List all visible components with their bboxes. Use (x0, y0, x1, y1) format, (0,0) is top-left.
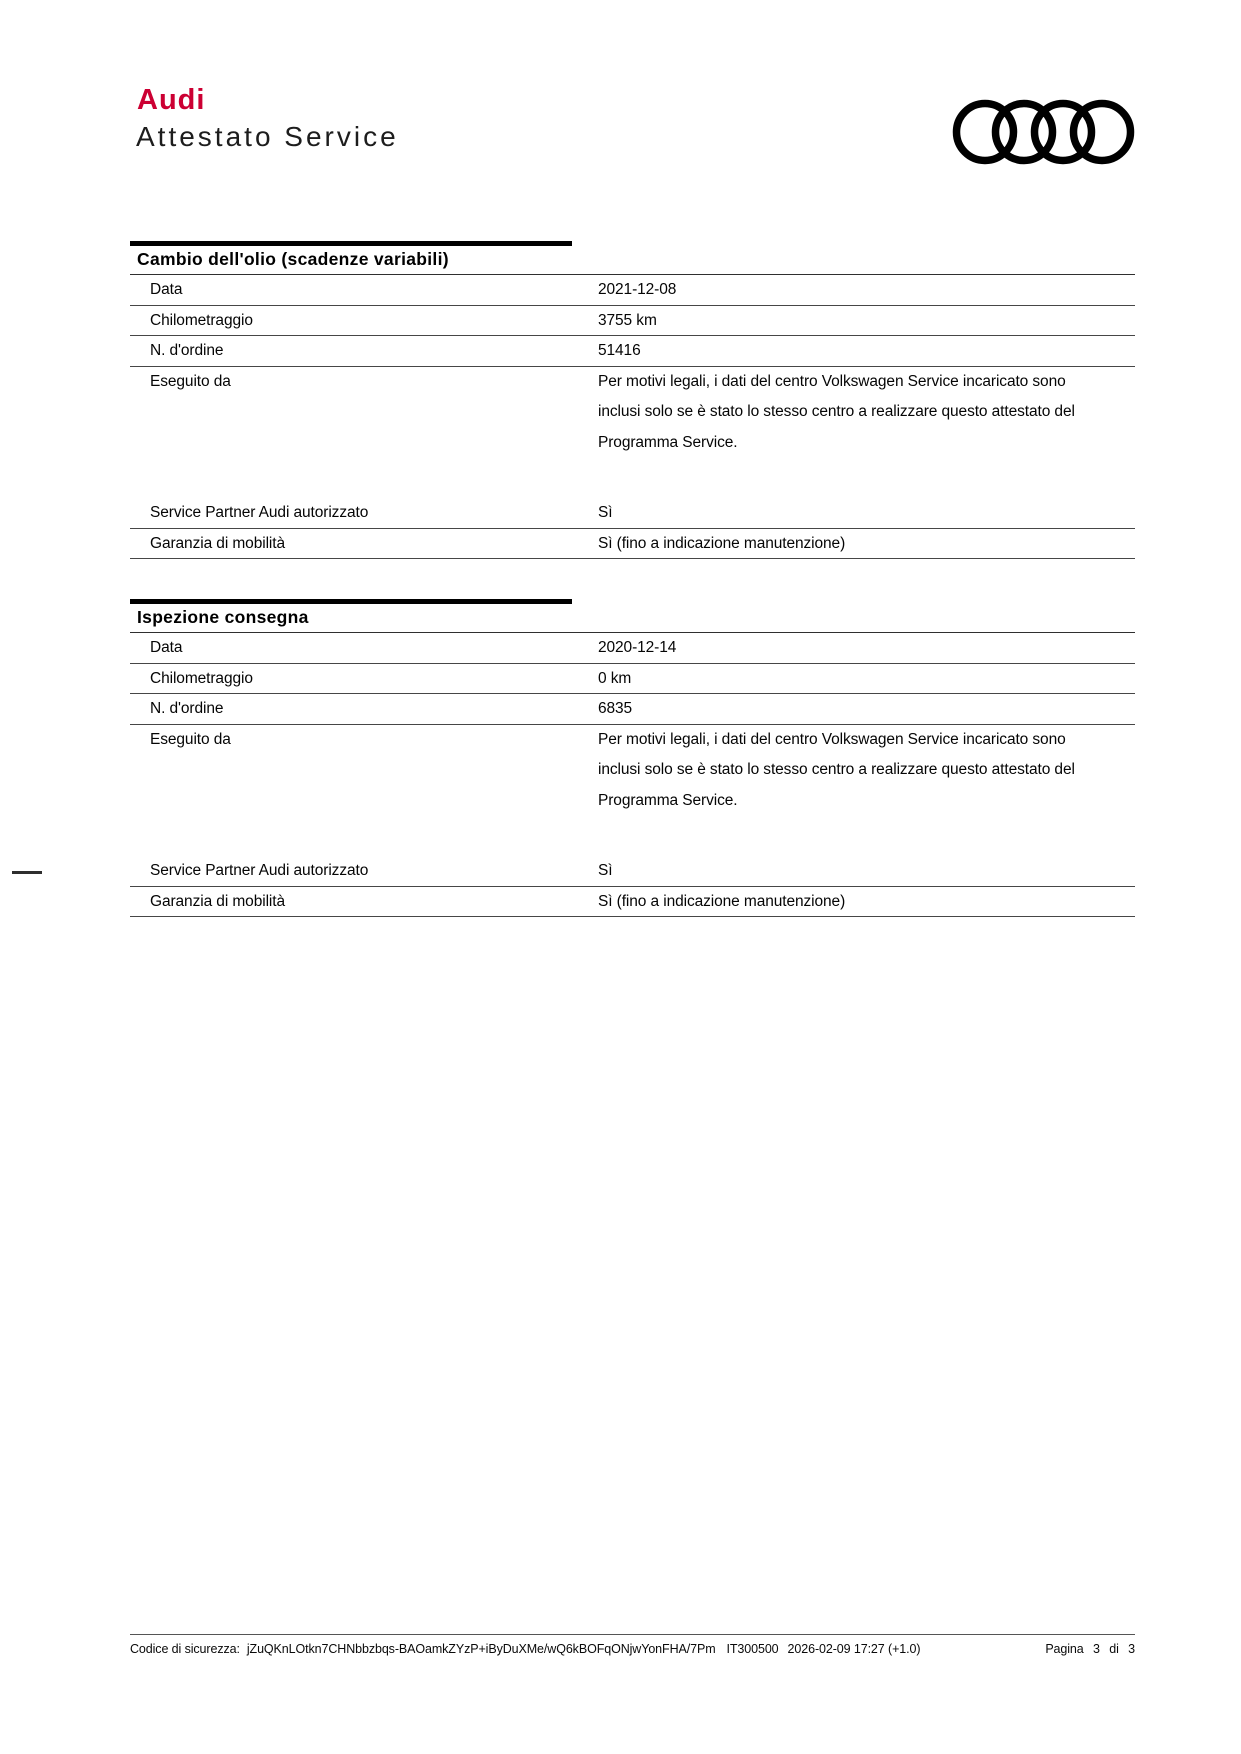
section-rows (130, 275, 1135, 559)
sections-container (130, 241, 1135, 917)
table-row (130, 633, 1135, 664)
brand-name: Audi (137, 84, 206, 116)
row-value: Per motivi legali, i dati del centro Volkswagen Service incaricato sono inclusi solo se è stato lo stesso centro a realizzare questo attestato del Programma Service. (598, 372, 1075, 451)
page-footer (130, 1634, 1135, 1656)
row-label: Chilometraggio (150, 669, 253, 687)
row-value: Sì (598, 504, 613, 522)
row-label: N. d'ordine (150, 342, 224, 360)
table-row (130, 367, 1135, 499)
service-section (130, 241, 1135, 559)
row-label: Garanzia di mobilità (150, 534, 285, 552)
audi-rings-icon (952, 99, 1136, 165)
security-code-value: jZuQKnLOtkn7CHNbbzbqs-BAOamkZYzP+iByDuXMe/wQ6kBOFqONjwYonFHA/7Pm (246, 1642, 716, 1656)
row-value: Per motivi legali, i dati del centro Volkswagen Service incaricato sono inclusi solo se è stato lo stesso centro a realizzare questo attestato del Programma Service. (598, 730, 1075, 809)
row-value: 51416 (598, 342, 641, 360)
row-value: 2020-12-14 (598, 639, 677, 657)
section-rows (130, 633, 1135, 917)
section-title: Cambio dell'olio (scadenze variabili) (130, 246, 1135, 275)
table-row (130, 275, 1135, 306)
section-title: Ispezione consegna (130, 604, 1135, 633)
table-row (130, 529, 1135, 560)
table-row (130, 306, 1135, 337)
row-label: Eseguito da (150, 730, 231, 748)
row-value: Sì (fino a indicazione manutenzione) (598, 534, 846, 552)
table-row (130, 725, 1135, 857)
row-label: Service Partner Audi autorizzato (150, 862, 369, 880)
page-title: Attestato Service (136, 121, 399, 152)
row-label: Garanzia di mobilità (150, 892, 285, 910)
fold-mark (12, 871, 42, 874)
row-value: Sì (fino a indicazione manutenzione) (598, 892, 846, 910)
document-code: IT300500 (726, 1642, 779, 1656)
row-label: Service Partner Audi autorizzato (150, 504, 369, 522)
security-code-label: Codice di sicurezza: (130, 1642, 240, 1656)
security-line (130, 1642, 920, 1656)
table-row (130, 664, 1135, 695)
row-label: Data (150, 281, 183, 299)
table-row (130, 336, 1135, 367)
row-label: Eseguito da (150, 372, 231, 390)
row-value: Sì (598, 862, 613, 880)
print-datetime: 2026-02-09 17:27 (+1.0) (787, 1642, 921, 1656)
service-section (130, 599, 1135, 917)
row-label: Chilometraggio (150, 311, 253, 329)
table-row (130, 694, 1135, 725)
row-value: 3755 km (598, 311, 657, 329)
table-row (130, 498, 1135, 529)
table-row (130, 856, 1135, 887)
row-value: 6835 (598, 700, 633, 718)
row-label: N. d'ordine (150, 700, 224, 718)
page-number: Pagina 3 di 3 (1045, 1642, 1135, 1656)
row-value: 2021-12-08 (598, 281, 677, 299)
row-label: Data (150, 639, 183, 657)
table-row (130, 887, 1135, 918)
row-value: 0 km (598, 669, 632, 687)
